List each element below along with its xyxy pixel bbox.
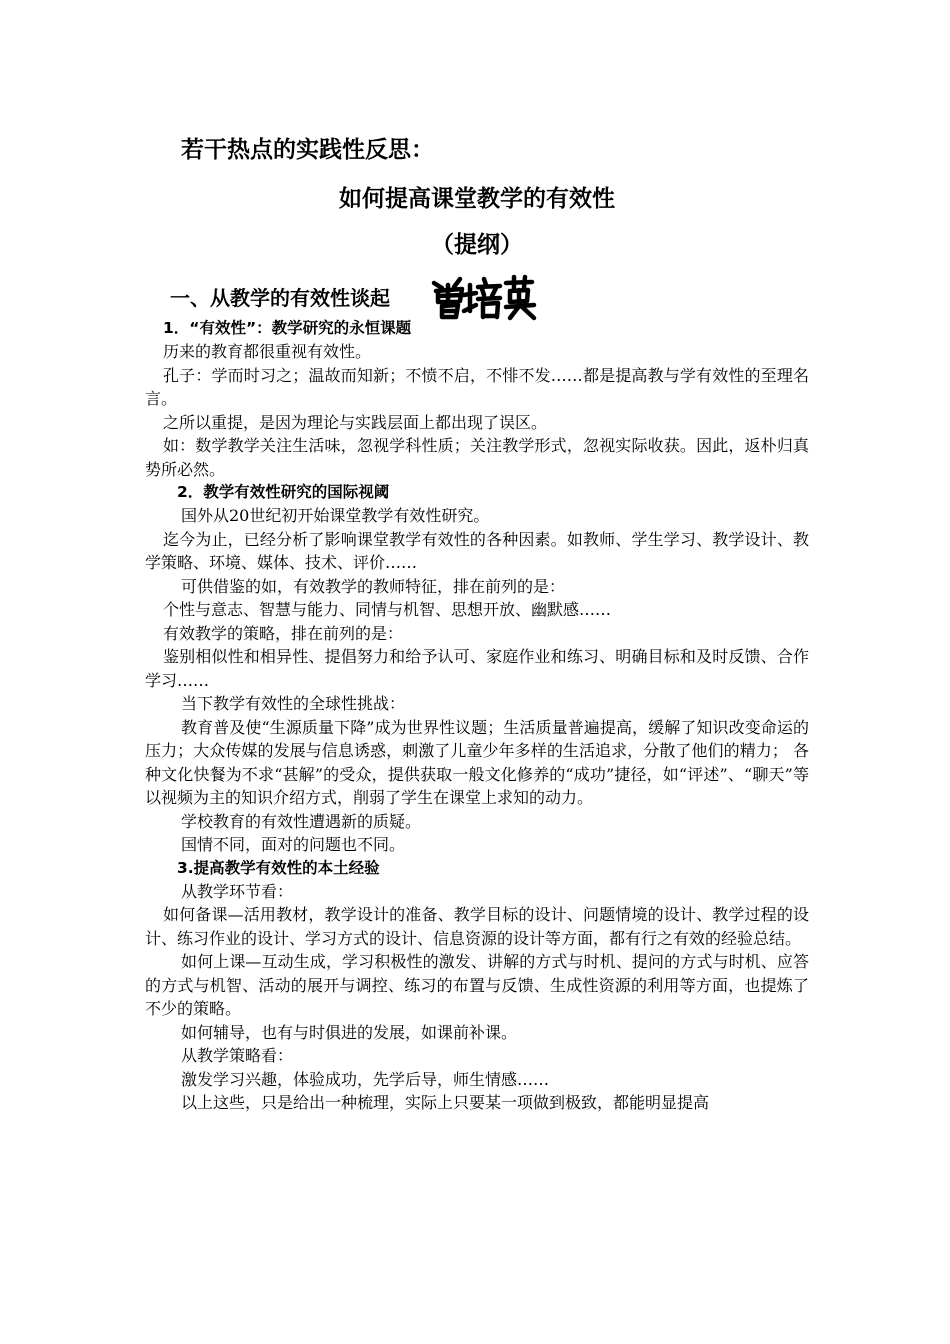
paragraph: 从教学策略看： — [181, 1046, 294, 1065]
paragraph: 可供借鉴的如，有效教学的教师特征，排在前列的是： — [181, 576, 566, 596]
paragraph: 如何辅导，也有与时俱进的发展，如课前补课。 — [181, 1022, 518, 1042]
section-1-heading: 一、从教学的有效性谈起 — [170, 286, 390, 310]
document-body — [145, 132, 809, 1115]
paragraph: 如何备课—活用教材，教学设计的准备、教学目标的设计、问题情境的设计、教学过程的设计、练习作业的设计、学习方式的设计、信息资源的设计等方面，都有行之有效的经验总结。 — [145, 905, 809, 948]
paragraph: 个性与意志、智慧与能力、同情与机智、思想开放、幽默感…… — [163, 600, 612, 619]
subsection-3-heading: 3.提高教学有效性的本土经验 — [177, 858, 380, 877]
paragraph: 之所以重提，是因为理论与实践层面上都出现了误区。 — [163, 412, 548, 432]
signature-char-2 — [464, 279, 500, 317]
paragraph: 迄今为止，已经分析了影响课堂教学有效性的各种因素。如教师、学生学习、教学设计、教学策略、环境、媒体、技术、评价…… — [145, 529, 809, 572]
paragraph: 孔子：学而时习之；温故而知新；不愤不启，不悱不发……都是提高教与学有效性的至理名言。 — [145, 365, 809, 408]
paragraph: 激发学习兴趣，体验成功，先学后导，师生情感…… — [181, 1069, 550, 1089]
title-line-2: 如何提高课堂教学的有效性 — [339, 186, 615, 212]
title-line-1: 若干热点的实践性反思： — [181, 137, 434, 163]
paragraph: 从教学环节看： — [181, 881, 294, 901]
handwritten-signature — [428, 271, 538, 321]
paragraph: 有效教学的策略，排在前列的是： — [163, 623, 404, 643]
paragraph: 学校教育的有效性遭遇新的质疑。 — [181, 811, 422, 831]
paragraph: 鉴别相似性和相异性、提倡努力和给予认可、家庭作业和练习、明确目标和及时反馈、合作学习…… — [145, 647, 809, 690]
section-1-heading-row — [145, 277, 809, 317]
subsection-1-heading: 1．“有效性”：教学研究的永恒课题 — [163, 319, 412, 337]
subsection-2-heading: 2．教学有效性研究的国际视阈 — [177, 483, 390, 501]
paragraph: 历来的教育都很重视有效性。 — [163, 342, 372, 361]
title-line-3: （提纲） — [431, 232, 523, 258]
paragraph: 国情不同，面对的问题也不同。 — [181, 835, 406, 854]
paragraph: 如：数学教学关注生活味，忽视学科性质；关注教学形式，忽视实际收获。因此，返朴归真势所必然。 — [145, 436, 809, 479]
paragraph: 国外从20世纪初开始课堂教学有效性研究。 — [181, 506, 490, 525]
paragraph: 教育普及使“生源质量下降”成为世界性议题；生活质量普遍提高，缓解了知识改变命运的压力；大众传媒的发展与信息诱惑，刺激了儿童少年多样的生活追求，分散了他们的精力； 各种文化快餐为不求“甚解”的受众，提供获取一般文化修养的“成功”捷径，如“评述”、“聊天”等以视频为主的知识介绍方式，削弱了学生在课堂上求知的动力。 — [145, 717, 809, 807]
paragraph: 如何上课—互动生成，学习积极性的激发、讲解的方式与时机、提问的方式与时机、应答的方式与机智、活动的展开与调控、练习的布置与反馈、生成性资源的利用等方面，也提炼了不少的策略。 — [145, 952, 809, 1018]
paragraph: 当下教学有效性的全球性挑战： — [181, 694, 406, 713]
signature-char-1 — [434, 279, 462, 317]
paragraph: 以上这些，只是给出一种梳理，实际上只要某一项做到极致，都能明显提高 — [181, 1093, 710, 1112]
signature-char-3 — [506, 277, 534, 318]
